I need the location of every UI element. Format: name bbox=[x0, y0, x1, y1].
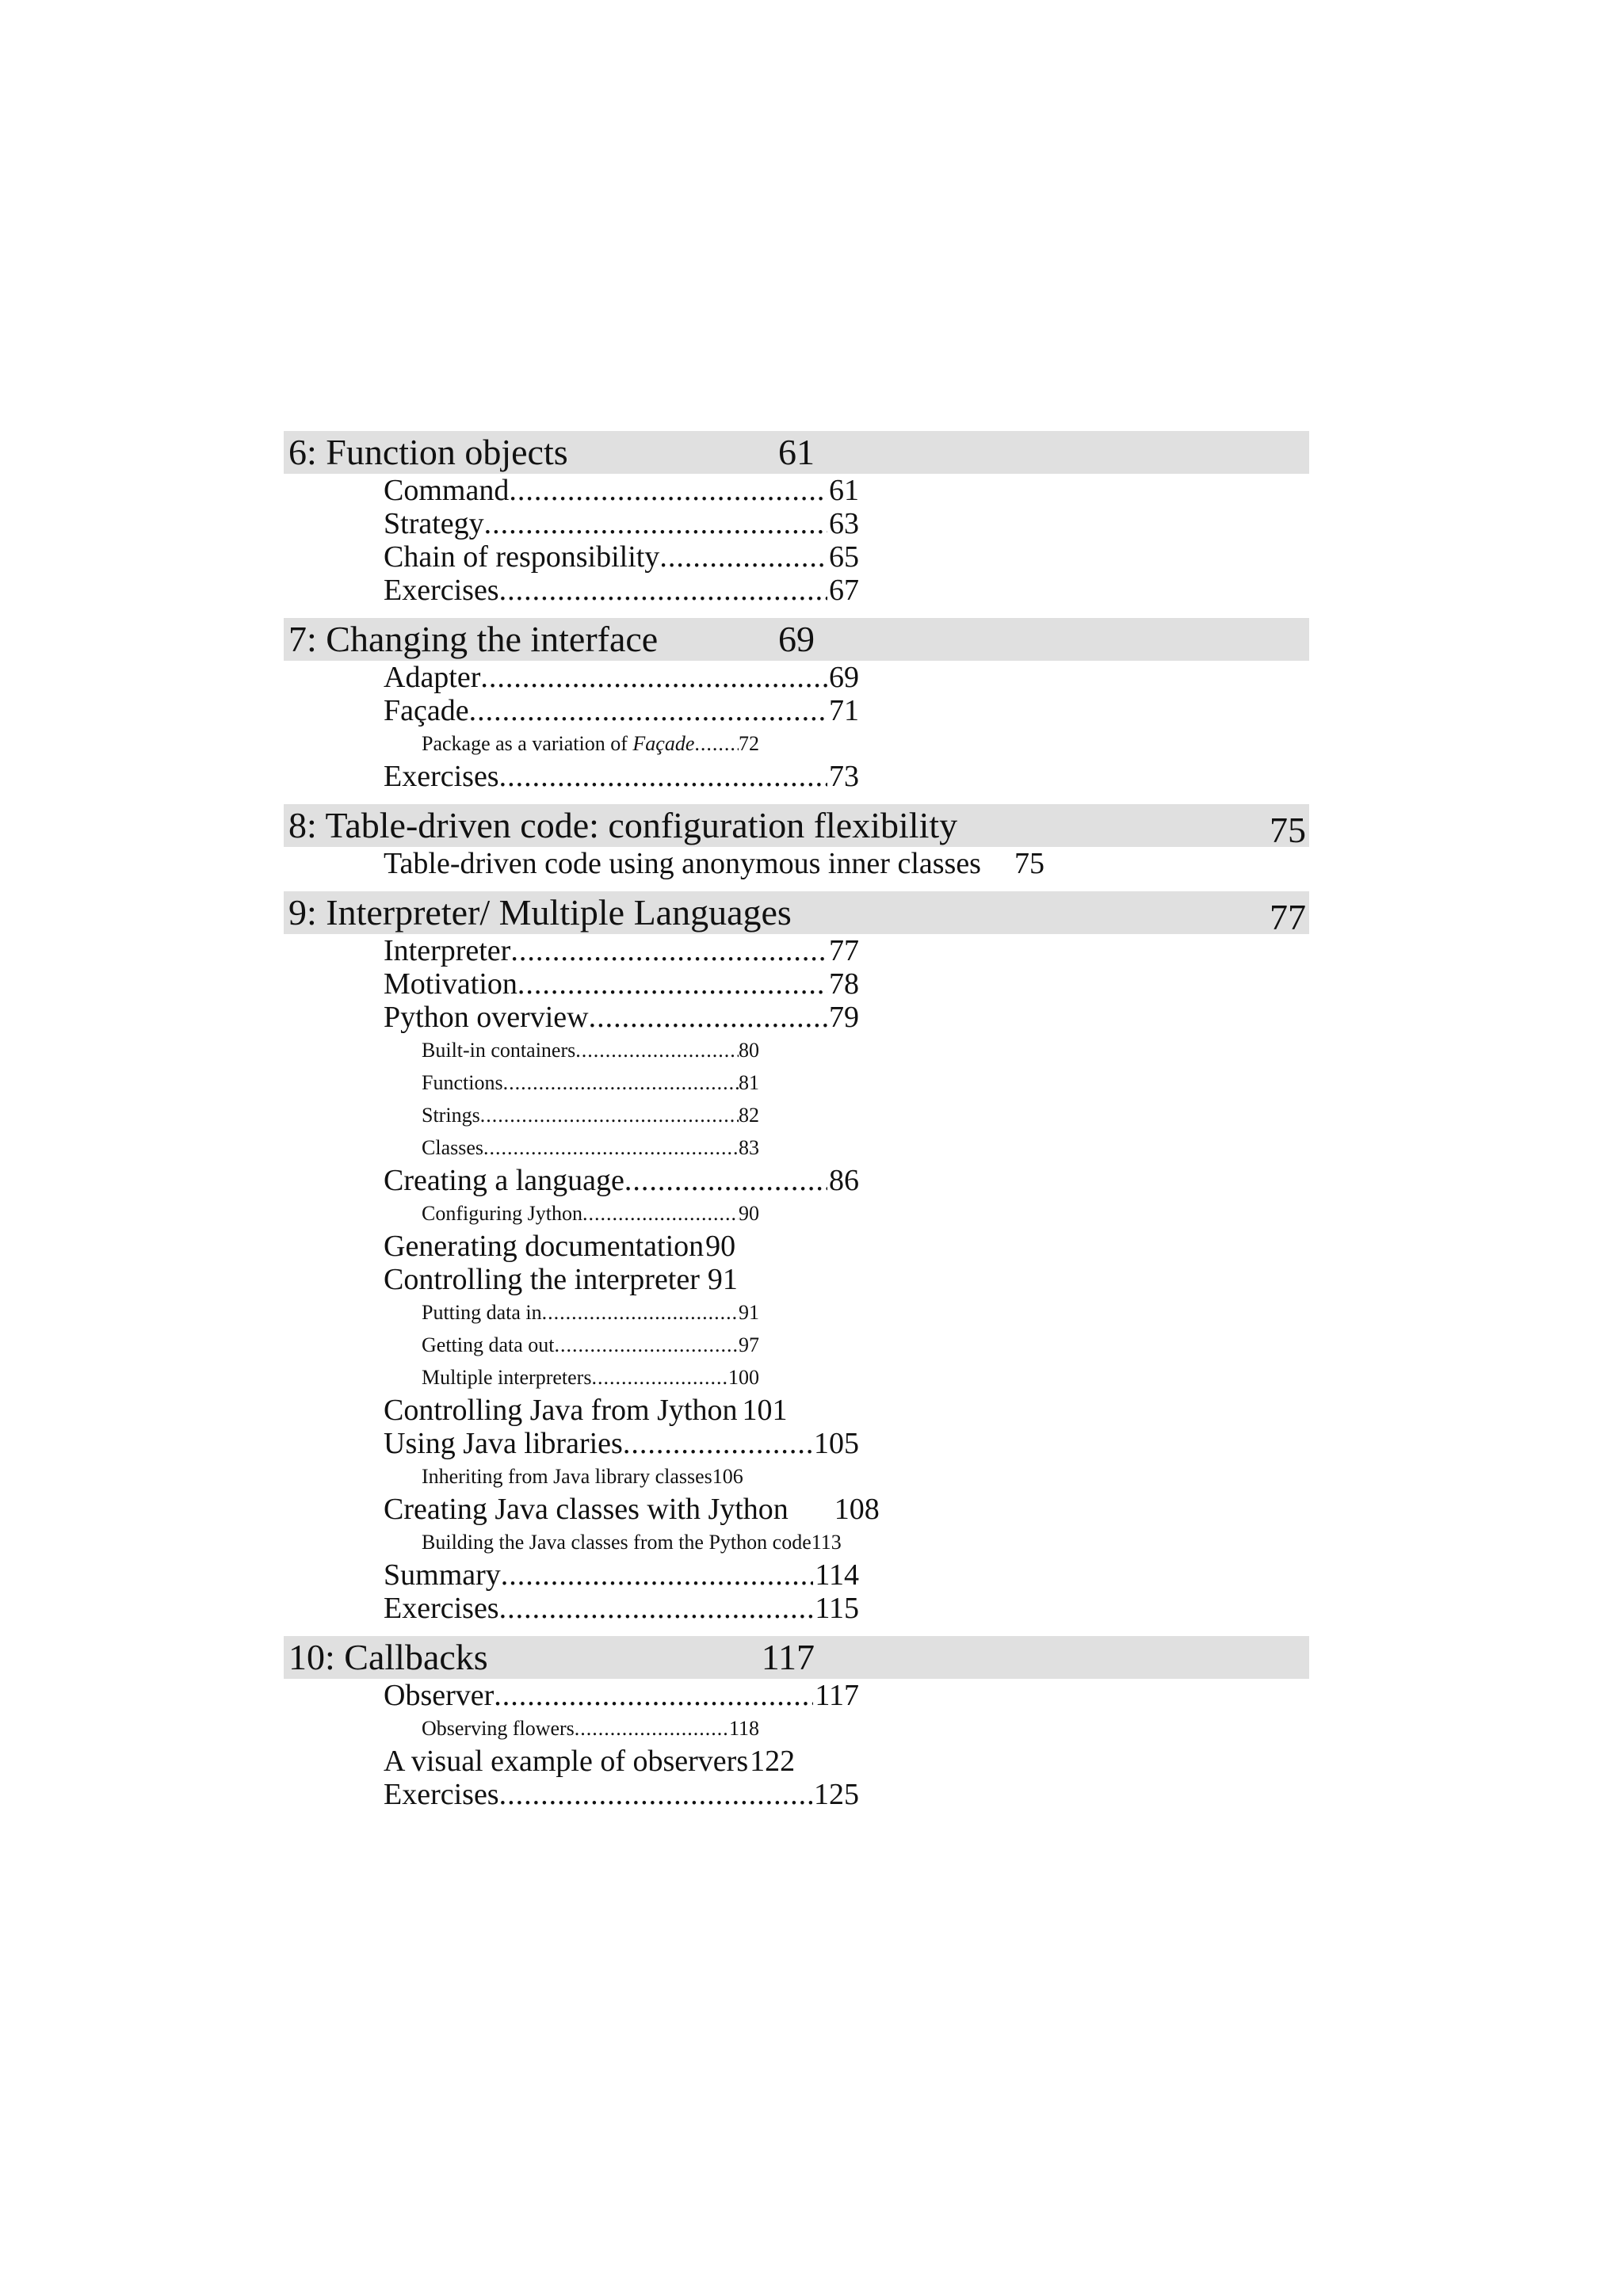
dot-leader bbox=[542, 1296, 739, 1329]
entry-page-number: 114 bbox=[815, 1558, 859, 1592]
table-of-contents bbox=[284, 431, 1309, 1822]
entry-page-number: 90 bbox=[705, 1230, 736, 1263]
chapter-page-number: 117 bbox=[761, 1637, 815, 1677]
chapter-10 bbox=[284, 1636, 1309, 1811]
toc-entry[interactable] bbox=[384, 1493, 1309, 1526]
dot-leader bbox=[469, 694, 827, 727]
entry-label-text: Package as a variation of bbox=[422, 732, 633, 755]
chapter-title: 8: Table-driven code: configuration flexibility bbox=[288, 805, 958, 845]
toc-entry[interactable] bbox=[384, 1001, 859, 1034]
entry-label: Command bbox=[384, 474, 510, 507]
chapter-heading[interactable] bbox=[284, 618, 1309, 661]
chapter-title: 10: Callbacks bbox=[288, 1637, 488, 1677]
entry-page-number: 72 bbox=[739, 732, 759, 755]
entry-label: Façade bbox=[384, 694, 469, 727]
toc-subentry[interactable] bbox=[422, 1526, 1309, 1558]
dot-leader bbox=[483, 1131, 739, 1164]
chapter-heading[interactable] bbox=[284, 891, 1309, 937]
entry-label bbox=[422, 727, 694, 760]
entry-label: Adapter bbox=[384, 661, 481, 694]
entry-label: Observing flowers bbox=[422, 1717, 575, 1740]
chapter-page-number: 75 bbox=[1270, 810, 1306, 850]
toc-entry[interactable] bbox=[384, 1263, 1309, 1296]
entry-label: Motivation bbox=[384, 967, 517, 1001]
toc-entry[interactable] bbox=[384, 694, 859, 727]
entry-page-number: 79 bbox=[829, 1001, 859, 1034]
toc-entry[interactable] bbox=[384, 661, 859, 694]
toc-entry[interactable] bbox=[384, 474, 859, 507]
dot-leader bbox=[484, 507, 827, 540]
entry-page-number: 115 bbox=[815, 1592, 859, 1625]
entry-page-number: 105 bbox=[814, 1427, 859, 1460]
toc-entry[interactable] bbox=[384, 540, 859, 574]
entry-page-number: 81 bbox=[739, 1071, 759, 1094]
dot-leader bbox=[624, 1164, 827, 1197]
dot-leader bbox=[499, 760, 827, 793]
dot-leader bbox=[582, 1197, 739, 1230]
toc-entry[interactable] bbox=[384, 847, 1309, 880]
entry-page-number: 83 bbox=[739, 1136, 759, 1159]
toc-entry[interactable] bbox=[384, 1427, 859, 1460]
dot-leader bbox=[517, 967, 827, 1001]
entry-page-number: 125 bbox=[814, 1778, 859, 1811]
dot-leader bbox=[501, 1558, 814, 1592]
entry-page-number: 108 bbox=[834, 1493, 880, 1526]
entry-label: Strategy bbox=[384, 507, 484, 540]
toc-entry[interactable] bbox=[384, 967, 859, 1001]
entry-label: Python overview bbox=[384, 1001, 589, 1034]
toc-subentry[interactable] bbox=[422, 1460, 1309, 1493]
chapter-7 bbox=[284, 618, 1309, 793]
toc-entry[interactable] bbox=[384, 1394, 1309, 1427]
toc-subentry[interactable] bbox=[422, 1066, 759, 1099]
entry-label: Creating Java classes with Jython bbox=[384, 1493, 789, 1526]
toc-subentry[interactable] bbox=[422, 1099, 759, 1131]
chapter-8 bbox=[284, 804, 1309, 880]
dot-leader bbox=[555, 1329, 739, 1361]
entry-label: Controlling Java from Jython bbox=[384, 1394, 738, 1427]
dot-leader bbox=[509, 474, 827, 507]
entry-page-number: 77 bbox=[829, 934, 859, 967]
entry-label: Using Java libraries bbox=[384, 1427, 623, 1460]
entry-label: Built-in containers bbox=[422, 1039, 576, 1062]
entry-label: Chain of responsibility bbox=[384, 540, 660, 574]
toc-entry[interactable] bbox=[384, 1592, 859, 1625]
entry-page-number: 82 bbox=[739, 1104, 759, 1127]
entry-label: A visual example of observers bbox=[384, 1745, 749, 1778]
toc-subentry[interactable] bbox=[422, 1361, 759, 1394]
toc-entry[interactable] bbox=[384, 507, 859, 540]
dot-leader bbox=[499, 1592, 814, 1625]
dot-leader bbox=[694, 727, 739, 760]
entry-page-number: 118 bbox=[728, 1717, 759, 1740]
entry-page-number: 91 bbox=[707, 1263, 738, 1296]
chapter-title: 9: Interpreter/ Multiple Languages bbox=[288, 892, 792, 933]
entry-label: Exercises bbox=[384, 1778, 499, 1811]
entry-page-number: 78 bbox=[829, 967, 859, 1001]
chapter-6 bbox=[284, 431, 1309, 607]
entry-page-number: 61 bbox=[829, 474, 859, 507]
toc-subentry[interactable] bbox=[422, 1712, 759, 1745]
entry-label: Exercises bbox=[384, 574, 499, 607]
toc-entry[interactable] bbox=[384, 1558, 859, 1592]
toc-subentry[interactable] bbox=[422, 1197, 759, 1230]
dot-leader bbox=[589, 1001, 827, 1034]
entry-label: Generating documentation bbox=[384, 1230, 705, 1263]
entry-label: Classes bbox=[422, 1136, 483, 1159]
toc-entry[interactable] bbox=[384, 1745, 1309, 1778]
chapter-heading[interactable] bbox=[284, 804, 1309, 850]
entry-page-number: 97 bbox=[739, 1333, 759, 1356]
entry-page-number: 122 bbox=[750, 1745, 796, 1778]
dot-leader bbox=[499, 1778, 812, 1811]
entry-label: Table-driven code using anonymous inner classes bbox=[384, 847, 981, 880]
dot-leader bbox=[591, 1361, 728, 1394]
entry-label: Exercises bbox=[384, 1592, 499, 1625]
dot-leader bbox=[480, 1099, 739, 1131]
toc-entry[interactable] bbox=[384, 934, 859, 967]
entry-label: Strings bbox=[422, 1104, 480, 1127]
toc-entry[interactable] bbox=[384, 1679, 859, 1712]
chapter-heading[interactable] bbox=[284, 431, 1309, 474]
entry-page-number: 69 bbox=[829, 661, 859, 694]
entry-page-number: 67 bbox=[829, 574, 859, 607]
toc-subentry[interactable] bbox=[422, 1296, 759, 1329]
entry-page-number: 113 bbox=[811, 1531, 842, 1554]
dot-leader bbox=[510, 934, 827, 967]
entry-label: Interpreter bbox=[384, 934, 511, 967]
chapter-9 bbox=[284, 891, 1309, 1625]
entry-page-number: 63 bbox=[829, 507, 859, 540]
dot-leader bbox=[623, 1427, 812, 1460]
entry-page-number: 91 bbox=[739, 1301, 759, 1324]
dot-leader bbox=[499, 574, 827, 607]
entry-page-number: 100 bbox=[728, 1366, 759, 1389]
chapter-page-number: 77 bbox=[1270, 897, 1306, 937]
entry-label-italic: Façade bbox=[632, 732, 695, 755]
entry-page-number: 90 bbox=[739, 1202, 759, 1225]
chapter-page-number: 69 bbox=[778, 619, 815, 659]
toc-subentry[interactable] bbox=[422, 1329, 759, 1361]
entry-label: Creating a language bbox=[384, 1164, 624, 1197]
entry-page-number: 101 bbox=[742, 1394, 788, 1427]
entry-label: Exercises bbox=[384, 760, 499, 793]
dot-leader bbox=[480, 661, 827, 694]
toc-entry[interactable] bbox=[384, 760, 859, 793]
entry-page-number: 106 bbox=[712, 1465, 743, 1488]
dot-leader bbox=[575, 1034, 739, 1066]
toc-subentry[interactable] bbox=[422, 1034, 759, 1066]
entry-label: Multiple interpreters bbox=[422, 1366, 592, 1389]
entry-page-number: 75 bbox=[1014, 847, 1044, 880]
toc-entry[interactable] bbox=[384, 1778, 859, 1811]
toc-entry[interactable] bbox=[384, 1230, 1309, 1263]
entry-label: Functions bbox=[422, 1071, 503, 1094]
entry-label: Observer bbox=[384, 1679, 495, 1712]
chapter-title: 6: Function objects bbox=[288, 432, 568, 472]
dot-leader bbox=[503, 1066, 739, 1099]
toc-subentry[interactable] bbox=[422, 1131, 759, 1164]
entry-label: Configuring Jython bbox=[422, 1202, 582, 1225]
entry-label: Controlling the interpreter bbox=[384, 1263, 700, 1296]
entry-page-number: 71 bbox=[829, 694, 859, 727]
entry-label: Getting data out bbox=[422, 1333, 555, 1356]
dot-leader bbox=[575, 1712, 729, 1745]
entry-label: Inheriting from Java library classes bbox=[422, 1465, 712, 1488]
chapter-title: 7: Changing the interface bbox=[288, 619, 659, 659]
entry-page-number: 117 bbox=[815, 1679, 859, 1712]
entry-page-number: 86 bbox=[829, 1164, 859, 1197]
chapter-page-number: 61 bbox=[778, 432, 815, 472]
entry-page-number: 73 bbox=[829, 760, 859, 793]
entry-label: Summary bbox=[384, 1558, 501, 1592]
dot-leader bbox=[659, 540, 827, 574]
toc-entry[interactable] bbox=[384, 1164, 859, 1197]
toc-subentry[interactable] bbox=[422, 727, 759, 760]
toc-entry[interactable] bbox=[384, 574, 859, 607]
entry-page-number: 80 bbox=[739, 1039, 759, 1062]
chapter-heading[interactable] bbox=[284, 1636, 1309, 1679]
entry-page-number: 65 bbox=[829, 540, 859, 574]
entry-label: Putting data in bbox=[422, 1301, 542, 1324]
dot-leader bbox=[494, 1679, 813, 1712]
entry-label: Building the Java classes from the Python code bbox=[422, 1531, 812, 1554]
